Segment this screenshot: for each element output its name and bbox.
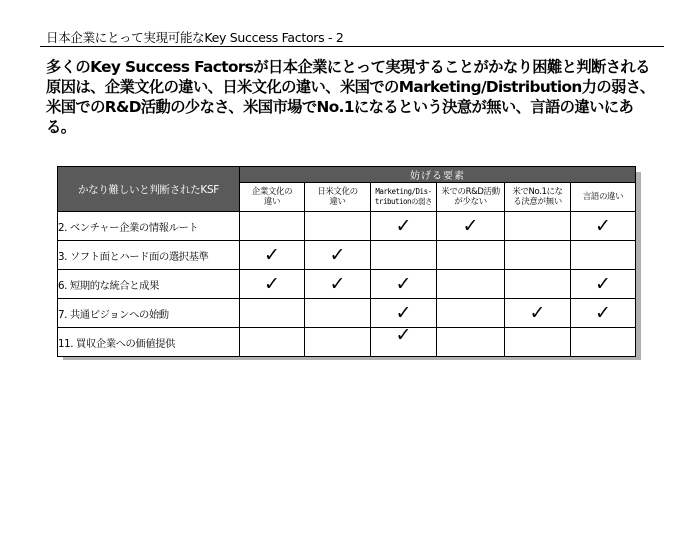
table-row (58, 212, 636, 241)
check-icon: ✓ (395, 301, 412, 324)
check-icon: ✓ (395, 324, 412, 346)
obstacle-cell (505, 270, 571, 299)
obstacle-cell (305, 270, 371, 299)
obstacle-cell (305, 212, 371, 241)
ksf-table-container (57, 166, 635, 354)
obstacle-cell (305, 241, 371, 270)
obstacle-cell (571, 212, 636, 241)
column-header: 米でのR&D活動 が少ない (437, 183, 505, 212)
obstacle-cell (505, 299, 571, 328)
table-row (58, 328, 636, 357)
column-header: Marketing/Dis- tributionの弱さ (371, 183, 437, 212)
slide-title: 日本企業にとって実現可能なKey Success Factors - 2 (46, 30, 344, 45)
corner-header: かなり難しいと判断されたKSF (58, 167, 240, 212)
check-icon: ✓ (329, 243, 346, 266)
table-row (58, 241, 636, 270)
check-icon: ✓ (395, 272, 412, 295)
obstacle-cell (240, 270, 305, 299)
ksf-label: 11. 買収企業への価値提供 (58, 328, 240, 357)
check-icon: ✓ (595, 272, 611, 295)
table-row (58, 299, 636, 328)
table-row (58, 270, 636, 299)
ksf-label: 6. 短期的な統合と成果 (58, 270, 240, 299)
column-header: 日米文化の 違い (305, 183, 371, 212)
check-icon: ✓ (462, 214, 479, 237)
check-icon: ✓ (264, 243, 280, 266)
check-icon: ✓ (595, 214, 611, 237)
check-icon: ✓ (529, 301, 546, 324)
obstacle-cell (437, 299, 505, 328)
check-icon: ✓ (329, 272, 346, 295)
ksf-obstacle-table (57, 166, 636, 357)
obstacle-cell (305, 299, 371, 328)
obstacle-cell (240, 328, 305, 357)
obstacle-cell (240, 299, 305, 328)
title-divider (40, 46, 664, 47)
obstacle-cell (571, 270, 636, 299)
obstacle-cell (371, 241, 437, 270)
obstacle-cell (571, 328, 636, 357)
obstacle-cell (571, 241, 636, 270)
column-header: 企業文化の 違い (240, 183, 305, 212)
check-icon: ✓ (395, 214, 412, 237)
obstacle-cell (437, 212, 505, 241)
obstacle-cell (505, 241, 571, 270)
obstacle-cell (371, 324, 437, 357)
check-icon: ✓ (595, 301, 611, 324)
obstacle-cell (240, 241, 305, 270)
column-header: 米でNo.1にな る決意が無い (505, 183, 571, 212)
obstacle-cell (437, 241, 505, 270)
ksf-label: 2. ベンチャー企業の情報ルート (58, 212, 240, 241)
obstacle-cell (437, 328, 505, 357)
obstacle-cell (505, 328, 571, 357)
obstacle-cell (240, 212, 305, 241)
obstacle-cell (371, 270, 437, 299)
column-header: 言語の違い (571, 183, 636, 212)
ksf-label: 3. ソフト面とハード面の選択基準 (58, 241, 240, 270)
obstacle-cell (305, 328, 371, 357)
ksf-label: 7. 共通ビジョンへの始動 (58, 299, 240, 328)
check-icon: ✓ (264, 272, 280, 295)
obstacle-cell (371, 212, 437, 241)
obstacle-cell (437, 270, 505, 299)
group-header: 妨げる要素 (240, 167, 636, 183)
obstacle-cell (505, 212, 571, 241)
obstacle-cell (571, 299, 636, 328)
summary-paragraph: 多くのKey Success Factorsが日本企業にとって実現することがかなり困難と判断される原因は、企業文化の違い、日米文化の違い、米国でのMarketing/Distribution力の弱さ、米国でのR&D活動の少なさ、米国市場でNo.1になるという決意が無い、言語の違いにある。 (46, 58, 655, 136)
